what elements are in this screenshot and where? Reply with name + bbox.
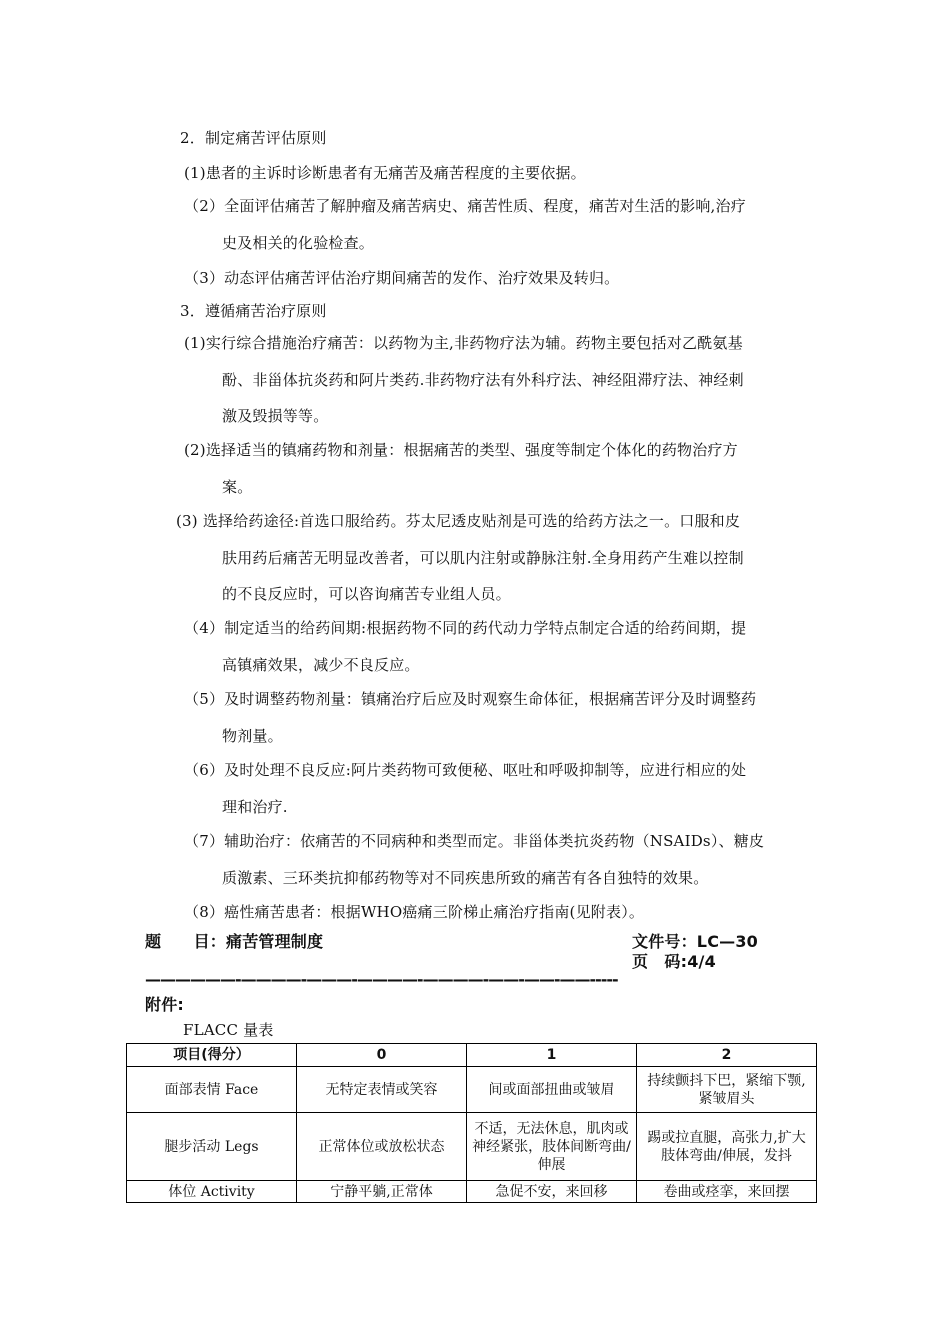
page-number: 页 码:4/4 xyxy=(632,952,716,971)
section2-item2-line2: 史及相关的化验检查。 xyxy=(222,234,375,252)
section3-item5-line1: （5）及时调整药物剂量：镇痛治疗后应及时观察生命体征，根据痛苦评分及时调整药 xyxy=(184,690,757,708)
header-separator: ——————-————-———-————-————-——-——-——----- xyxy=(145,970,618,989)
table-cell: 踢或拉直腿，高张力,扩大肢体弯曲/伸展，发抖 xyxy=(637,1113,817,1181)
section3-item1-line3: 激及毁损等等。 xyxy=(222,407,329,425)
attachment-label: 附件: xyxy=(145,995,184,1014)
header-item: 项目(得分） xyxy=(127,1044,297,1067)
flacc-table-title: FLACC 量表 xyxy=(183,1021,274,1039)
section3-item2-line1: (2)选择适当的镇痛药物和剂量：根据痛苦的类型、强度等制定个体化的药物治疗方 xyxy=(184,441,738,459)
section3-item5-line2: 物剂量。 xyxy=(222,727,283,745)
table-cell: 间或面部扭曲或皱眉 xyxy=(467,1067,637,1113)
section3-item6-line1: （6）及时处理不良反应:阿片类药物可致便秘、呕吐和呼吸抑制等，应进行相应的处 xyxy=(184,761,747,779)
table-cell: 无特定表情或笑容 xyxy=(297,1067,467,1113)
table-cell: 面部表情 Face xyxy=(127,1067,297,1113)
header-score-0: 0 xyxy=(297,1044,467,1067)
section2-item2-line1: （2）全面评估痛苦了解肿瘤及痛苦病史、痛苦性质、程度，痛苦对生活的影响,治疗 xyxy=(184,197,746,215)
section3-heading: 3．遵循痛苦治疗原则 xyxy=(180,302,327,320)
section3-item3-line3: 的不良反应时，可以咨询痛苦专业组人员。 xyxy=(222,585,511,603)
section3-item3-line1: (3) 选择给药途径:首选口服给药。芬太尼透皮贴剂是可选的给药方法之一。口服和皮 xyxy=(176,512,741,530)
table-row xyxy=(127,1113,817,1181)
section2-heading: 2．制定痛苦评估原则 xyxy=(180,129,327,147)
table-row xyxy=(127,1067,817,1113)
table-cell: 宁静平躺,正常体 xyxy=(297,1181,467,1203)
table-cell: 持续颤抖下巴，紧缩下颚,紧皱眉头 xyxy=(637,1067,817,1113)
section3-item4-line2: 高镇痛效果，减少不良反应。 xyxy=(222,656,420,674)
table-cell: 不适，无法休息，肌肉或神经紧张，肢体间断弯曲/伸展 xyxy=(467,1113,637,1181)
table-cell: 体位 Activity xyxy=(127,1181,297,1203)
section3-item1-line2: 酚、非甾体抗炎药和阿片类药.非药物疗法有外科疗法、神经阻滞疗法、神经刺 xyxy=(222,371,744,389)
section3-item3-line2: 肤用药后痛苦无明显改善者，可以肌内注射或静脉注射.全身用药产生难以控制 xyxy=(222,549,744,567)
flacc-table xyxy=(126,1043,817,1203)
document-title: 题 目：痛苦管理制度 xyxy=(145,932,324,951)
table-row xyxy=(127,1181,817,1203)
table-cell: 卷曲或痉挛，来回摆 xyxy=(637,1181,817,1203)
section3-item4-line1: （4）制定适当的给药间期:根据药物不同的药代动力学特点制定合适的给药间期，提 xyxy=(184,619,747,637)
table-cell: 急促不安，来回移 xyxy=(467,1181,637,1203)
table-header-row xyxy=(127,1044,817,1067)
section3-item6-line2: 理和治疗. xyxy=(222,798,288,816)
table-cell: 腿步活动 Legs xyxy=(127,1113,297,1181)
section2-item3: （3）动态评估痛苦评估治疗期间痛苦的发作、治疗效果及转归。 xyxy=(184,269,620,287)
header-score-2: 2 xyxy=(637,1044,817,1067)
section3-item7-line1: （7）辅助治疗：依痛苦的不同病种和类型而定。非甾体类抗炎药物（NSAIDs）、糖皮 xyxy=(184,832,765,850)
section3-item7-line2: 质激素、三环类抗抑郁药物等对不同疾患所致的痛苦有各自独特的效果。 xyxy=(222,869,709,887)
section2-item1: (1)患者的主诉时诊断患者有无痛苦及痛苦程度的主要依据。 xyxy=(184,164,586,182)
document-number: 文件号：LC—30 xyxy=(632,932,759,951)
section3-item2-line2: 案。 xyxy=(222,478,253,496)
header-score-1: 1 xyxy=(467,1044,637,1067)
section3-item1-line1: (1)实行综合措施治疗痛苦：以药物为主,非药物疗法为辅。药物主要包括对乙酰氨基 xyxy=(184,334,743,352)
section3-item8: （8）癌性痛苦患者：根据WHO癌痛三阶梯止痛治疗指南(见附表）。 xyxy=(184,903,645,921)
table-cell: 正常体位或放松状态 xyxy=(297,1113,467,1181)
